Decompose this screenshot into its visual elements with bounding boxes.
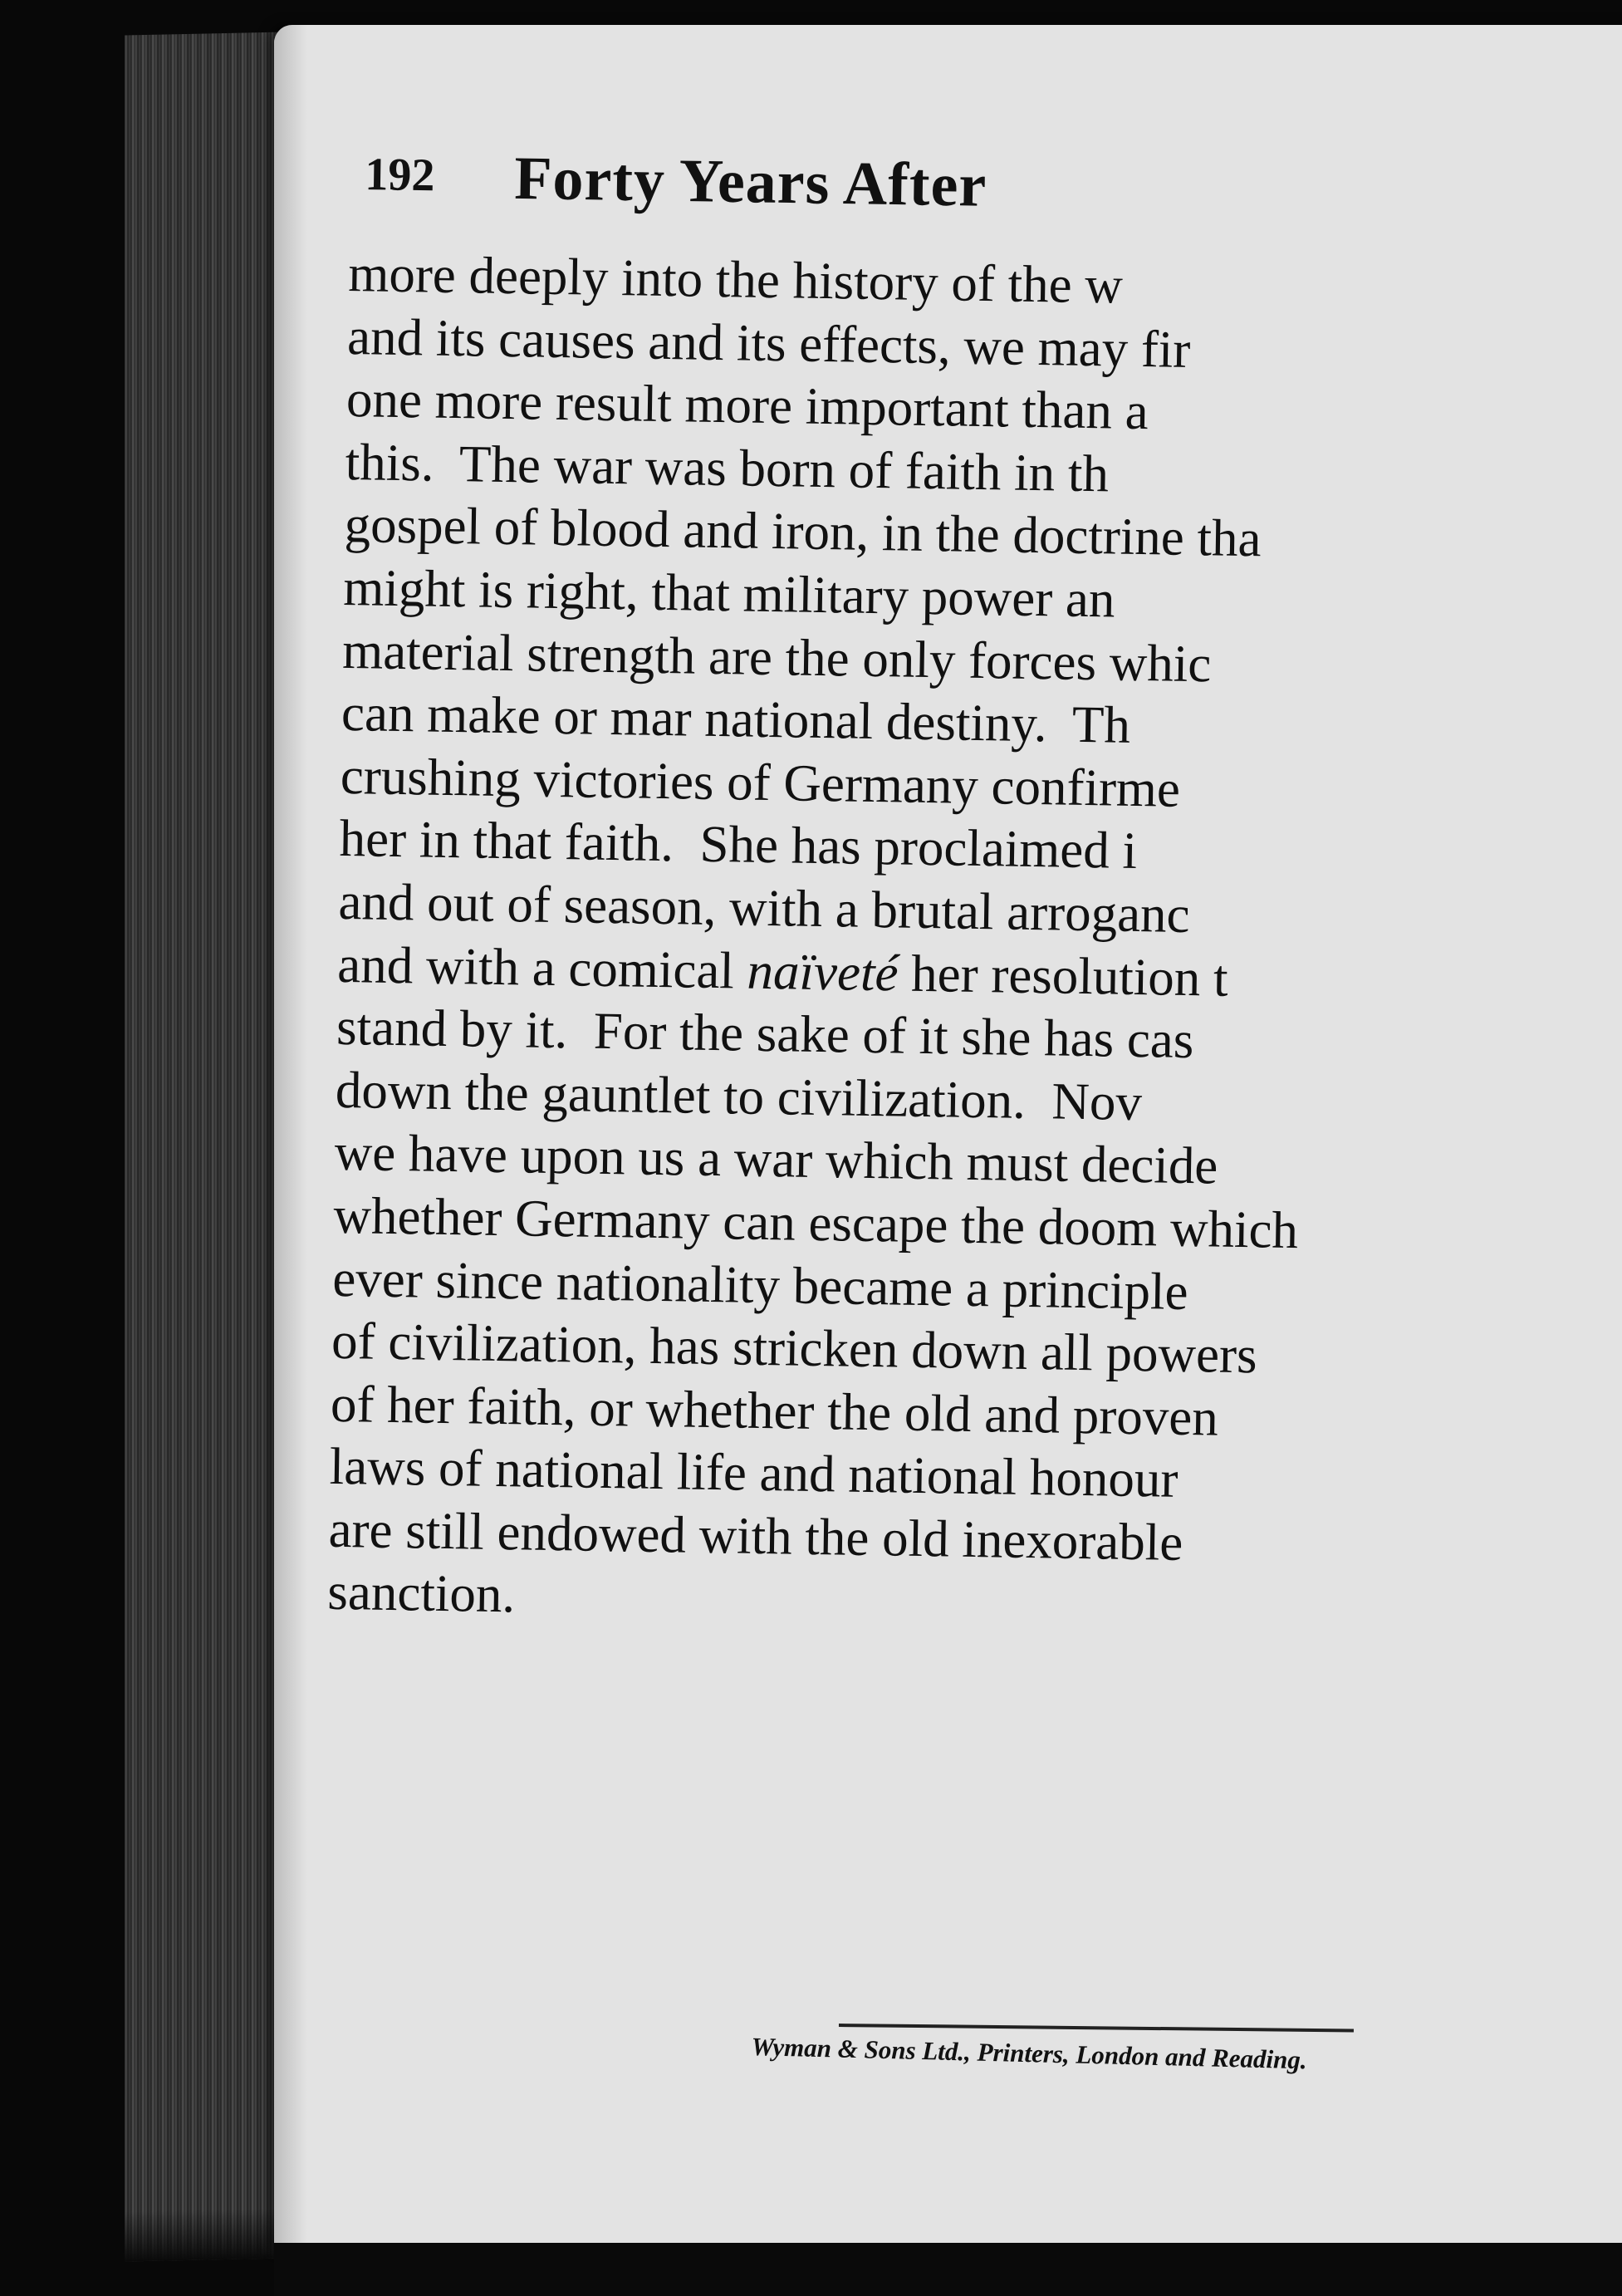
body-text (327, 243, 1622, 1644)
text-line: stand by it. For the sake of it she has cas (336, 998, 1194, 1070)
text-line: we have upon us a war which must decide (334, 1123, 1218, 1195)
text-line: gospel of blood and iron, in the doctrine tha (344, 495, 1262, 568)
text-line: of her faith, or whether the old and proven (330, 1374, 1219, 1447)
text-line: this. The war was born of faith in th (345, 432, 1110, 503)
text-line: one more result more important than a (345, 370, 1149, 441)
text-line: whether Germany can escape the doom which (333, 1185, 1299, 1260)
text-line: her in that faith. She has proclaimed i (339, 809, 1138, 881)
text-line: of civilization, has stricken down all powers (331, 1311, 1258, 1385)
text-segment: and with a comical (336, 935, 748, 1000)
text-line: can make or mar national destiny. Th (341, 684, 1131, 755)
text-line: are still endowed with the old inexorable (328, 1499, 1183, 1572)
text-line: laws of national life and national honour (329, 1437, 1179, 1509)
printer-imprint: Wyman & Sons Ltd., Printers, London and Reading. (751, 2032, 1308, 2075)
text-line: and its causes and its effects, we may fir (346, 307, 1191, 379)
text-line: down the gauntlet to civilization. Nov (335, 1060, 1143, 1131)
running-title: Forty Years After (513, 144, 987, 220)
text-line: and out of season, with a brutal arroganc (337, 871, 1191, 944)
italic-word: naïveté (747, 941, 899, 1003)
page-bottom-shadow (274, 2243, 1622, 2296)
text-line: material strength are the only forces whic (341, 621, 1212, 693)
text-line: sanction. (326, 1563, 516, 1624)
text-line: might is right, that military power an (342, 557, 1116, 629)
text-line: crushing victories of Germany confirme (340, 746, 1181, 818)
text-line: ever since nationality became a principle (331, 1249, 1189, 1321)
page-header (364, 141, 1611, 253)
text-line: more deeply into the history of the w (347, 243, 1124, 315)
page-number: 192 (364, 148, 435, 202)
text-segment: her resolution t (897, 944, 1229, 1008)
